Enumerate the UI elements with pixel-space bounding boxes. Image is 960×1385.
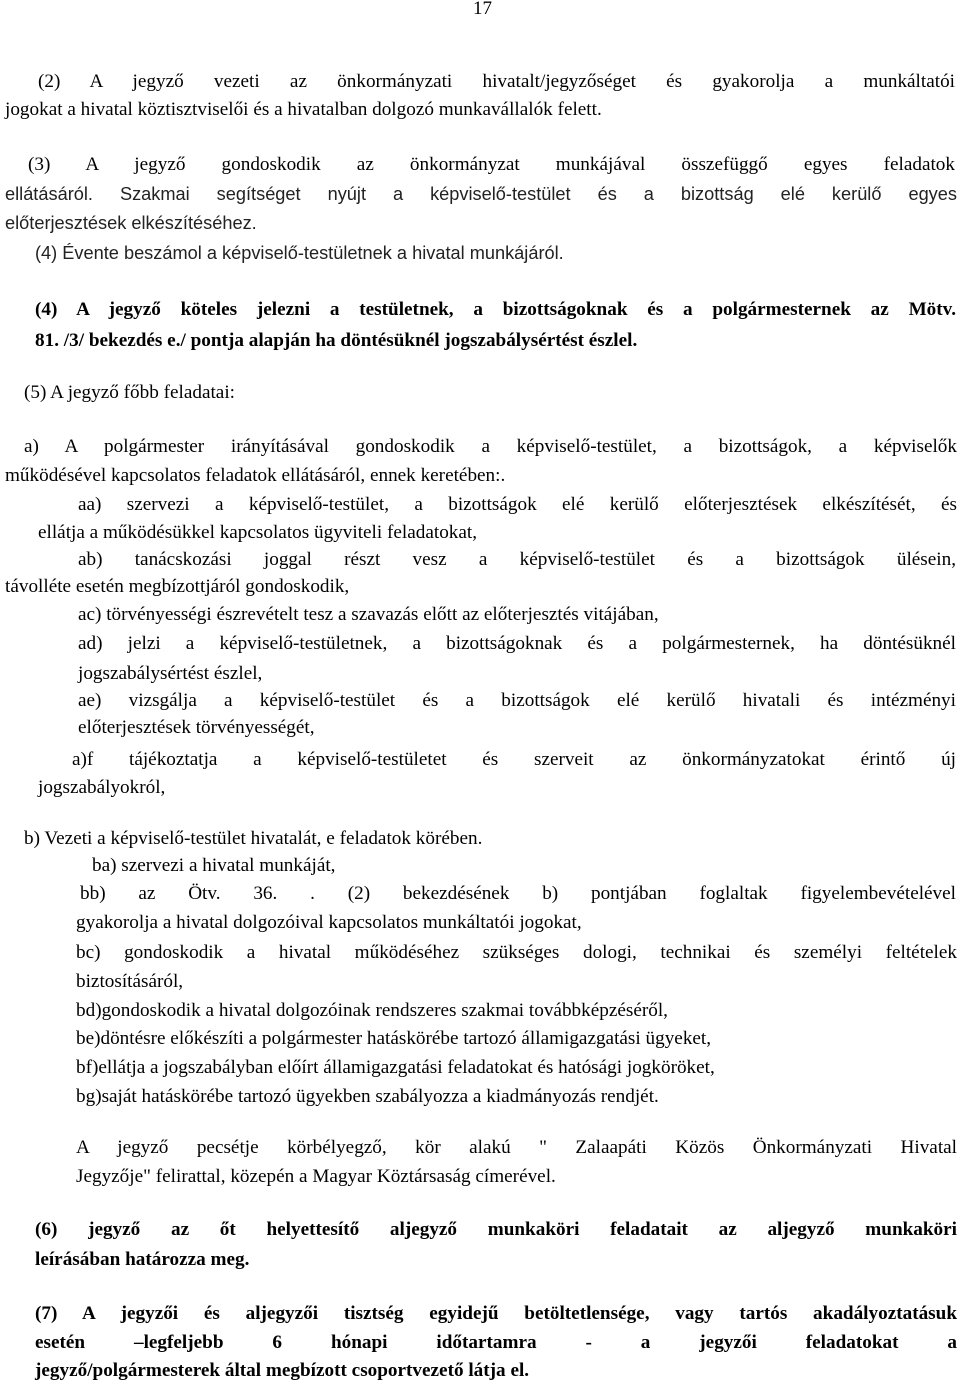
- item-bg: bg)saját hatáskörébe tartozó ügyekben szabályozza a kiadmányozás rendjét.: [76, 1086, 659, 1107]
- item-ae-line-2: előterjesztések törvényességét,: [78, 717, 315, 738]
- page-number: 17: [473, 0, 492, 19]
- item-af-line-2: jogszabályokról,: [38, 777, 166, 798]
- item-bb-line-1: bb) az Ötv. 36. . (2) bekezdésének b) pontjában foglaltak figyelembevételével: [80, 883, 956, 904]
- item-bc-line-2: biztosításáról,: [76, 971, 184, 992]
- paragraph-6-line-2: leírásában határozza meg.: [35, 1249, 250, 1270]
- item-be: be)döntésre előkészíti a polgármester hatáskörébe tartozó államigazgatási ügyeket,: [76, 1028, 712, 1049]
- item-ae-line-1: ae) vizsgálja a képviselő-testület és a bizottságok elé kerülő hivatali és intézményi: [78, 690, 956, 711]
- paragraph-3-line-2: ellátásáról. Szakmai segítséget nyújt a képviselő-testület és a bizottság elé kerülő egyes: [5, 184, 957, 204]
- seal-paragraph-line-1: A jegyző pecsétje körbélyegző, kör alakú " Zalaapáti Közös Önkormányzati Hivatal: [76, 1137, 957, 1158]
- item-bd: bd)gondoskodik a hivatal dolgozóinak rendszeres szakmai továbbképzéséről,: [76, 1000, 668, 1021]
- item-a-line-1: a) A polgármester irányításával gondoskodik a képviselő-testület, a bizottságok, a képviselők: [24, 436, 957, 457]
- item-ab-line-1: ab) tanácskozási joggal részt vesz a képviselő-testület és a bizottságok ülésein,: [78, 549, 956, 570]
- item-ba: ba) szervezi a hivatal munkáját,: [92, 855, 336, 876]
- paragraph-5-heading: (5) A jegyző főbb feladatai:: [24, 382, 235, 403]
- paragraph-7-line-2: esetén –legfeljebb 6 hónapi időtartamra - a jegyzői feladatokat a: [35, 1332, 957, 1353]
- paragraph-4-annual-report: (4) Évente beszámol a képviselő-testületnek a hivatal munkájáról.: [35, 243, 564, 263]
- item-aa-line-2: ellátja a működésükkel kapcsolatos ügyviteli feladatokat,: [38, 522, 478, 543]
- paragraph-7-line-3: jegyző/polgármesterek által megbízott csoportvezető látja el.: [35, 1360, 530, 1381]
- item-a-line-2: működésével kapcsolatos feladatok ellátásáról, ennek keretében:.: [5, 465, 506, 486]
- item-bb-line-2: gyakorolja a hivatal dolgozóival kapcsolatos munkáltatói jogokat,: [76, 912, 582, 933]
- paragraph-6-line-1: (6) jegyző az őt helyettesítő aljegyző munkaköri feladatait az aljegyző munkaköri: [35, 1219, 957, 1240]
- paragraph-3-line-1: (3) A jegyző gondoskodik az önkormányzat munkájával összefüggő egyes feladatok: [28, 154, 955, 175]
- item-aa-line-1: aa) szervezi a képviselő-testület, a bizottságok elé kerülő előterjesztések elkészítését, és: [78, 494, 957, 515]
- paragraph-3-line-3: előterjesztések elkészítéséhez.: [5, 213, 257, 233]
- paragraph-2-line-1: (2) A jegyző vezeti az önkormányzati hivatalt/jegyzőséget és gyakorolja a munkáltatói: [38, 71, 955, 92]
- item-ac: ac) törvényességi észrevételt tesz a szavazás előtt az előterjesztés vitájában,: [78, 604, 659, 625]
- item-bc-line-1: bc) gondoskodik a hivatal működéséhez szükséges dologi, technikai és személyi feltételek: [76, 942, 957, 963]
- seal-paragraph-line-2: Jegyzője" felirattal, közepén a Magyar Köztársaság címerével.: [76, 1166, 556, 1187]
- paragraph-4-line-2: 81. /3/ bekezdés e./ pontja alapján ha döntésüknél jogszabálysértést észlel.: [35, 330, 638, 351]
- item-bf: bf)ellátja a jogszabályban előírt államigazgatási feladatokat és hatósági jogköröket,: [76, 1057, 715, 1078]
- item-ad-line-1: ad) jelzi a képviselő-testületnek, a bizottságoknak és a polgármesternek, ha döntésüknél: [78, 633, 956, 654]
- item-af-line-1: a)f tájékoztatja a képviselő-testületet és szerveit az önkormányzatokat érintő új: [72, 749, 956, 770]
- paragraph-7-line-1: (7) A jegyzői és aljegyzői tisztség egyidejű betöltetlensége, vagy tartós akadályoztatásuk: [35, 1303, 957, 1324]
- item-b: b) Vezeti a képviselő-testület hivatalát, e feladatok körében.: [24, 828, 483, 849]
- paragraph-4-line-1: (4) A jegyző köteles jelezni a testületnek, a bizottságoknak és a polgármesternek az Mötv.: [35, 299, 956, 320]
- item-ad-line-2: jogszabálysértést észlel,: [78, 663, 263, 684]
- item-ab-line-2: távolléte esetén megbízottjáról gondoskodik,: [5, 576, 350, 597]
- paragraph-2-line-2: jogokat a hivatal köztisztviselői és a hivatalban dolgozó munkavállalók felett.: [5, 99, 602, 120]
